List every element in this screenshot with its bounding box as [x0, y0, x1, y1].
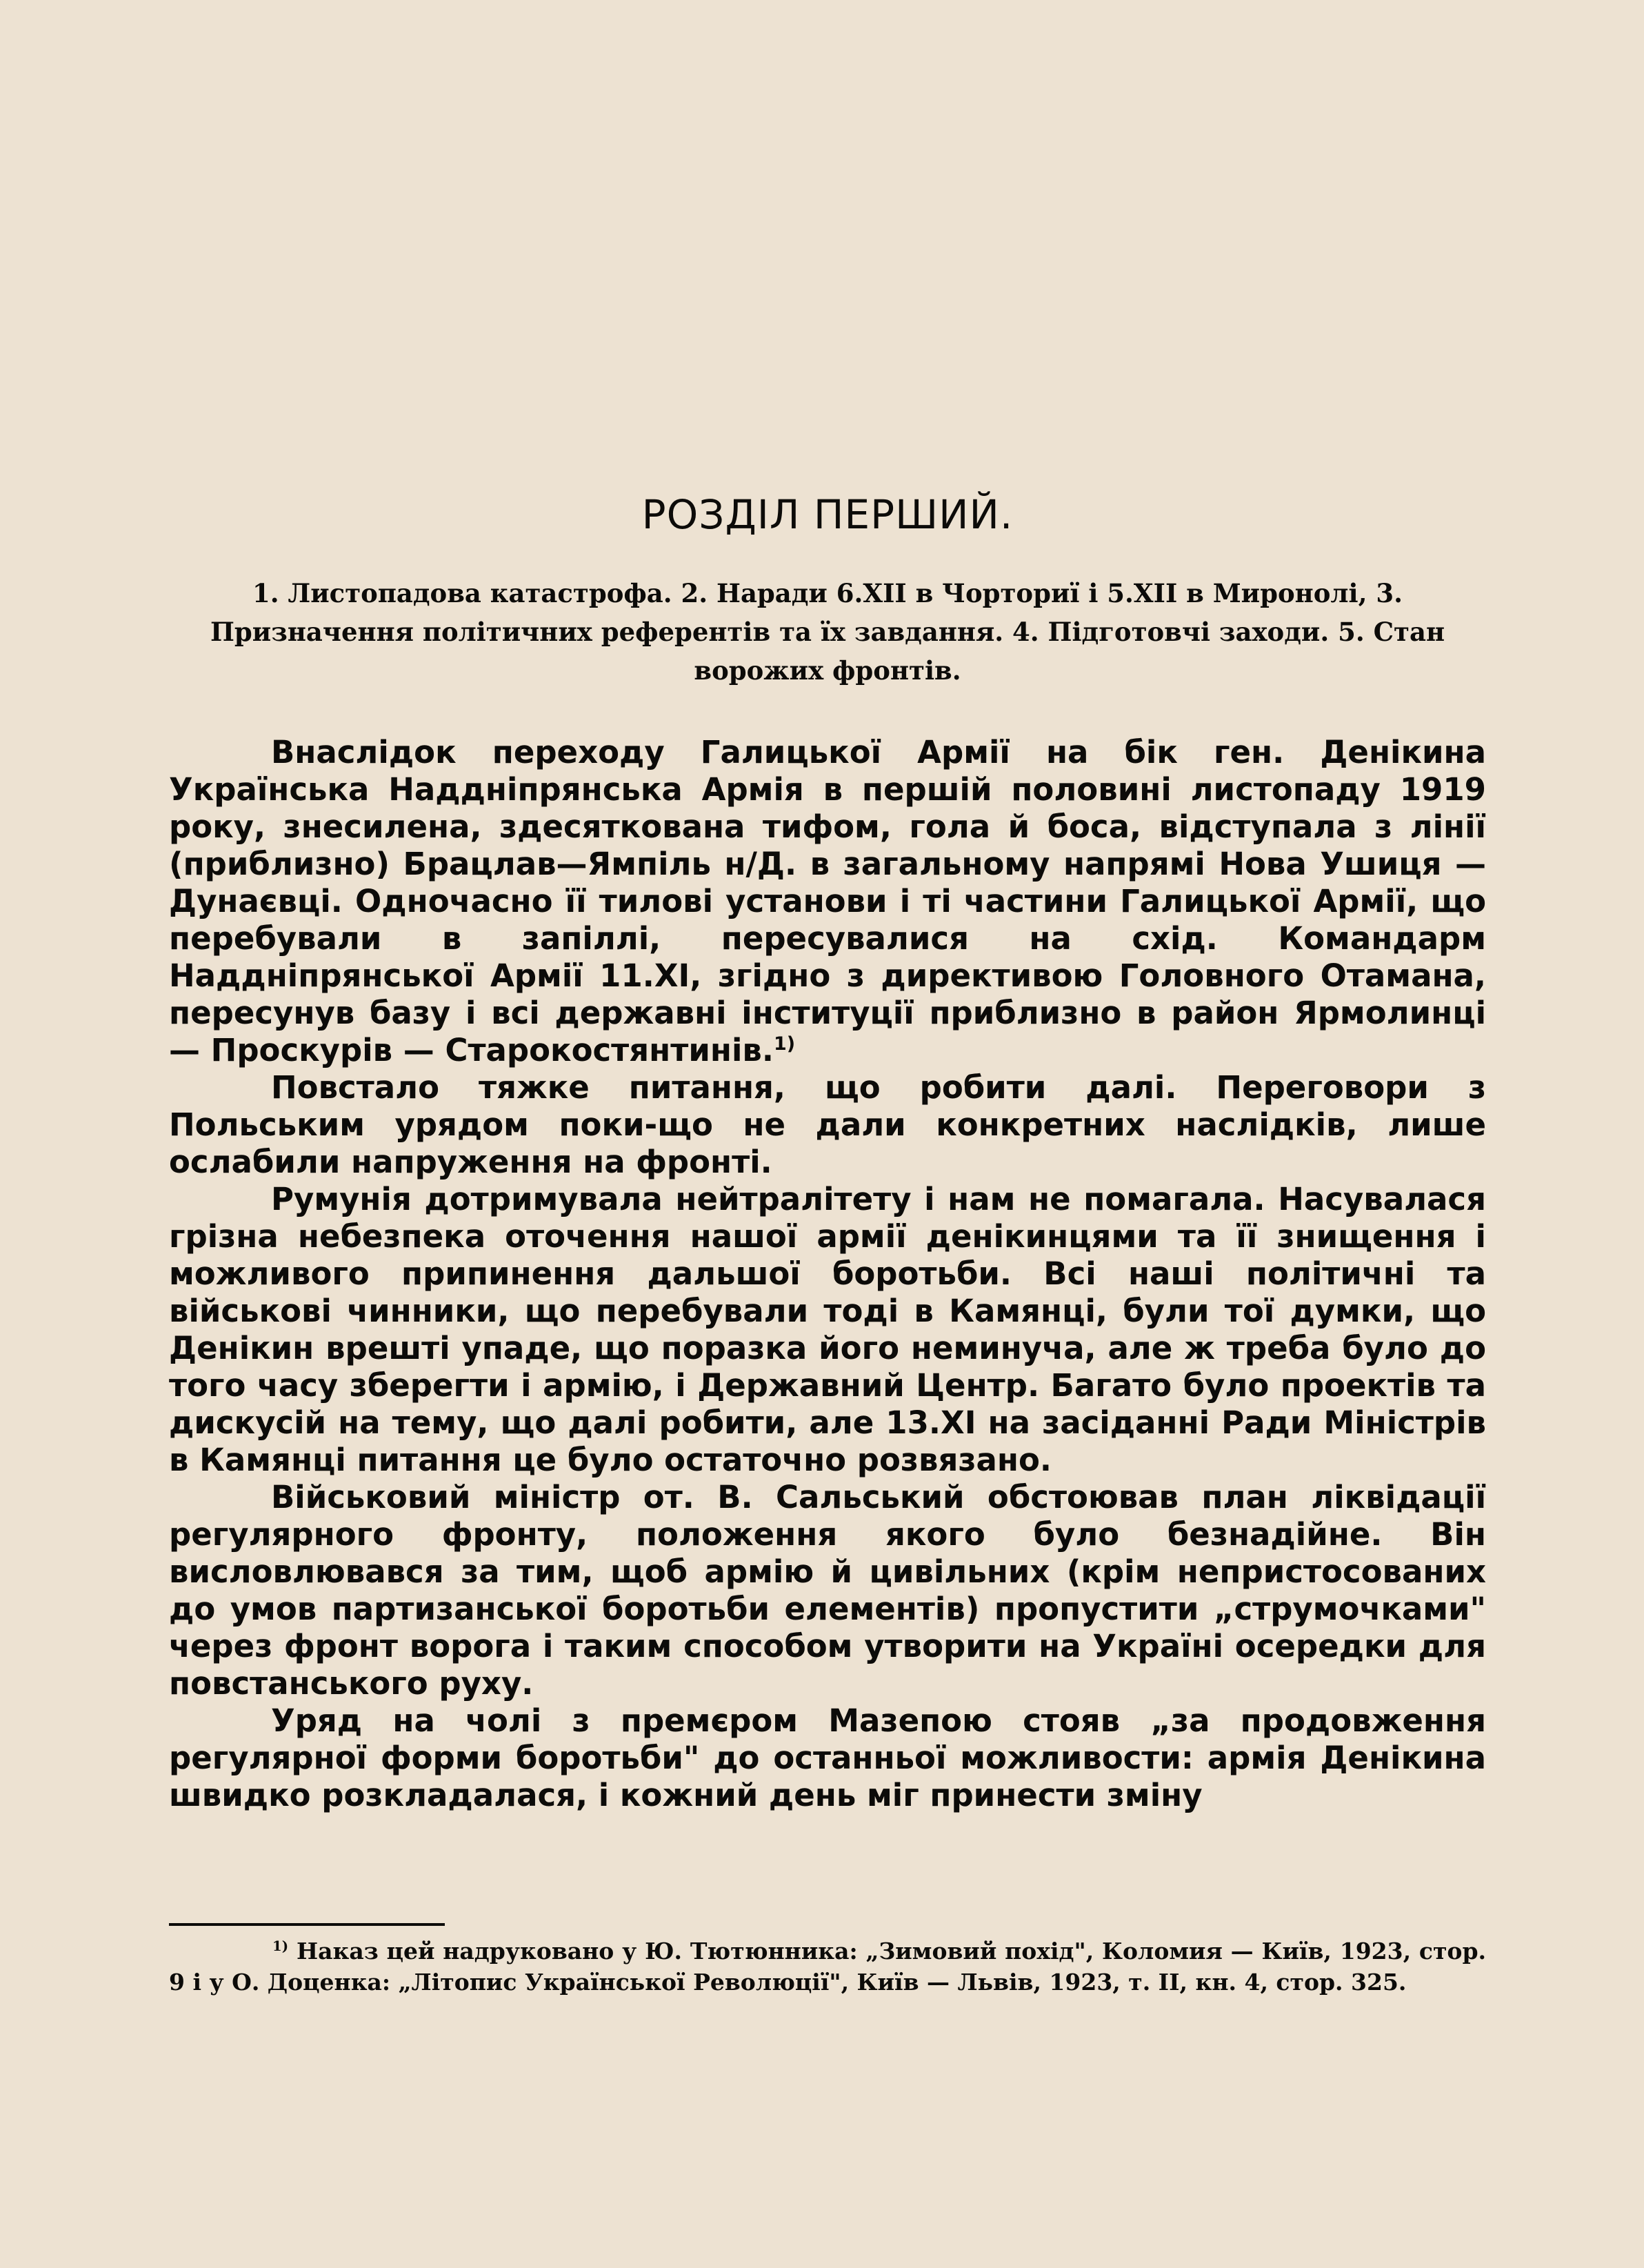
footnote-text: Наказ цей надруковано у Ю. Тютюнника: „Зимовий похід", Коломия — Київ, 1923, стор. 9 і у О. Доценка: „Літопис Української Революції", Київ — Львів, 1923, т. II, кн. 4, стор. 325. — [169, 1938, 1487, 1996]
paragraph-text: Внаслідок переходу Галицької Армії на бік ген. Денікина Українська Наддніпрянська Армія в першій половині листопаду 1919 року, знесилена, здесяткована тифом, гола й боса, відступала з лінії (приблизно) Брацлав—Ямпіль н/Д. в загальному напрямі Нова Ушиця — Дунаєвці. Одночасно її тилові установи і ті частини Галицької Армії, що перебували в запіллі, пересувалися на схід. Командарм Наддніпрянської Армії 11.XI, згідно з директивою Головного Отамана, пересунув базу і всі державні інституції приблизно в район Ярмолинці — Проскурів — Старокостянтинів. — [169, 734, 1486, 1068]
paragraph: Румунія дотримувала нейтралітету і нам не помагала. Насувалася грізна небезпека оточення нашої армії денікинцями та її знищення і можливого припинення дальшої боротьби. Всі наші політичні та військові чинники, що перебували тоді в Камянці, були тої думки, що Денікин врешті упаде, що поразка його неминуча, але ж треба було до того часу зберегти і армію, і Державний Центр. Багато було проектів та дискусій на тему, що далі робити, але 13.XI на засіданні Ради Міністрів в Камянці питання це було остаточно розвязано. — [169, 1181, 1486, 1478]
footnote-marker: 1) — [272, 1938, 289, 1954]
paragraph: Повстало тяжке питання, що робити далі. Переговори з Польським урядом поки-що не дали конкретних наслідків, лише ослабили напруження на фронті. — [169, 1069, 1486, 1180]
footnote-reference: 1) — [773, 1033, 796, 1055]
chapter-title: РОЗДІЛ ПЕРШИЙ. — [641, 491, 1014, 538]
paragraph — [169, 734, 1486, 1069]
footnote-divider — [169, 1923, 445, 1926]
paragraph: Уряд на чолі з премєром Мазепою стояв „за продовження регулярної форми боротьби" до останньої можливости: армія Денікина швидко розкладалася, і кожний день міг принести зміну — [169, 1702, 1486, 1813]
paragraph: Військовий міністр от. В. Сальський обстоював план ліквідації регулярного фронту, положення якого було безнадійне. Він висловлювався за тим, щоб армію й цивільних (крім непристосованих до умов партизанської боротьби елементів) пропустити „струмочками" через фронт ворога і таким способом утворити на Україні осередки для повстанського руху. — [169, 1479, 1486, 1702]
footnote — [169, 1936, 1486, 1998]
chapter-summary: 1. Листопадова катастрофа. 2. Наради 6.ХІІ в Чорториї і 5.ХІІ в Миронолі, 3. Призначення політичних референтів та їх завдання. 4. Підготовчі заходи. 5. Стан ворожих фронтів. — [210, 578, 1445, 686]
book-page — [169, 0, 1486, 2268]
main-text — [169, 734, 1486, 1814]
